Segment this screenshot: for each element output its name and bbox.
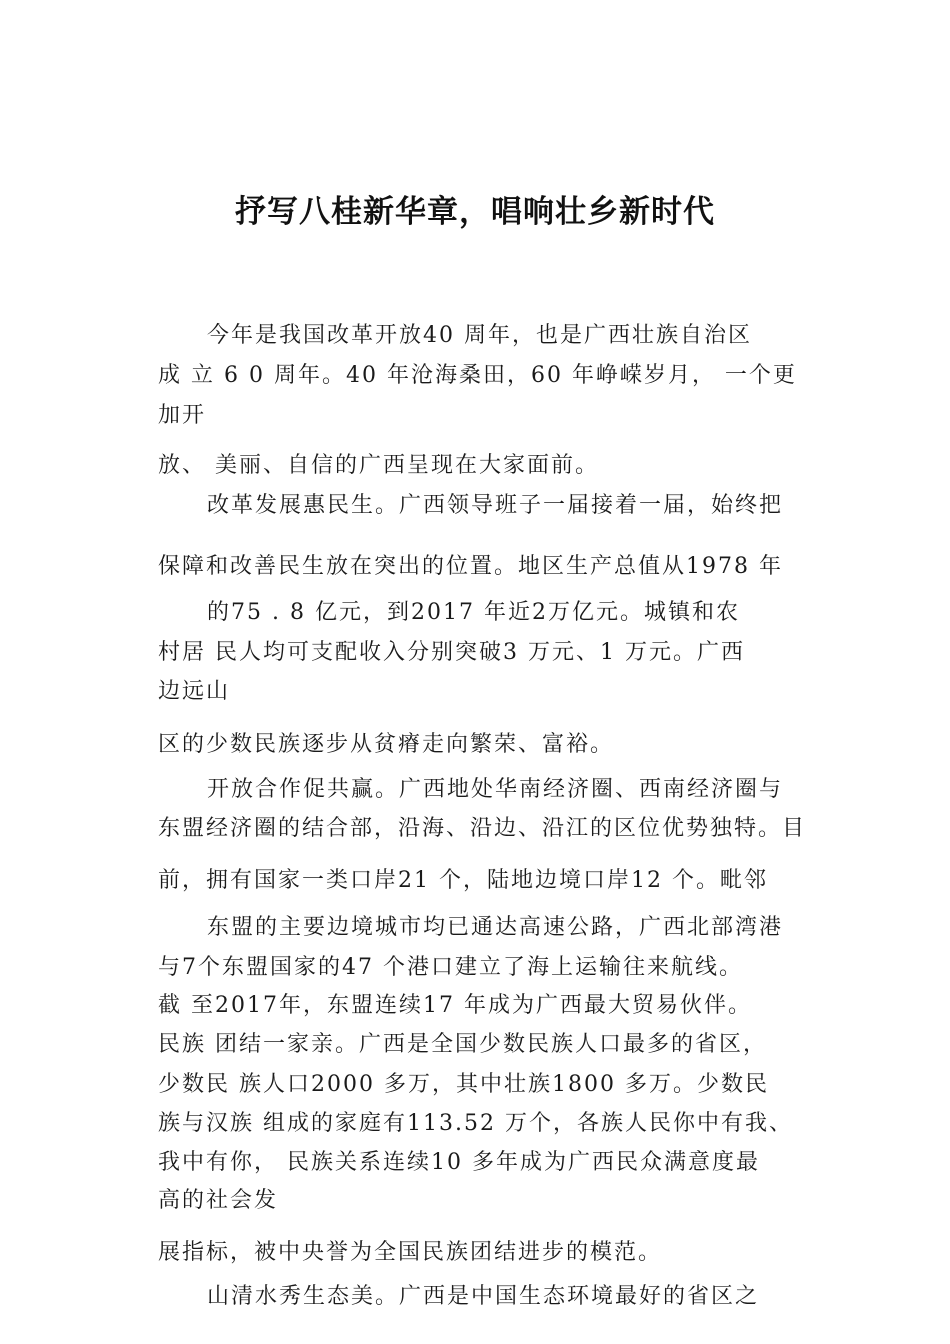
text-line: 前，拥有国家一类口岸21 个，陆地边境口岸12 个。毗邻 (158, 868, 768, 893)
text-line: 族与汉族 组成的家庭有113.52 万个，各族人民你中有我、 (158, 1111, 793, 1136)
text-line: 东盟的主要边境城市均已通达高速公路，广西北部湾港 (207, 915, 784, 940)
text-line: 村居 民人均可支配收入分别突破3 万元、1 万元。广西 (158, 640, 745, 665)
text-line: 东盟经济圈的结合部，沿海、沿边、沿江的区位优势独特。目 (158, 816, 807, 841)
text-line: 开放合作促共赢。广西地处华南经济圈、西南经济圈与 (207, 777, 784, 802)
text-line: 我中有你， 民族关系连续10 多年成为广西民众满意度最 (158, 1150, 760, 1175)
text-line: 保障和改善民生放在突出的位置。地区生产总值从1978 年 (158, 554, 783, 579)
text-line: 民族 团结一家亲。广西是全国少数民族人口最多的省区， (158, 1032, 767, 1057)
text-line: 加开 (158, 403, 207, 428)
text-line: 展指标，被中央誉为全国民族团结进步的模范。 (158, 1240, 663, 1265)
text-line: 少数民 族人口2000 多万，其中壮族1800 多万。少数民 (158, 1072, 769, 1097)
text-line: 成 立 6 0 周年。40 年沧海桑田，60 年峥嵘岁月， 一个更 (158, 363, 797, 388)
text-line: 改革发展惠民生。广西领导班子一届接着一届，始终把 (207, 493, 784, 518)
text-line: 放、 美丽、自信的广西呈现在大家面前。 (158, 453, 599, 478)
text-line: 与7个东盟国家的47 个港口建立了海上运输往来航线。 (158, 955, 743, 980)
text-line: 今年是我国改革开放40 周年，也是广西壮族自治区 (207, 323, 752, 348)
text-line: 边远山 (158, 679, 231, 704)
text-line: 截 至2017年，东盟连续17 年成为广西最大贸易伙伴。 (158, 993, 752, 1018)
text-line: 山清水秀生态美。广西是中国生态环境最好的省区之 (207, 1284, 760, 1309)
text-line: 高的社会发 (158, 1188, 279, 1213)
text-line: 区的少数民族逐步从贫瘠走向繁荣、富裕。 (158, 732, 615, 757)
text-line: 的75 . 8 亿元，到2017 年近2万亿元。城镇和农 (207, 600, 740, 625)
document-title: 抒写八桂新华章，唱响壮乡新时代 (235, 194, 715, 230)
